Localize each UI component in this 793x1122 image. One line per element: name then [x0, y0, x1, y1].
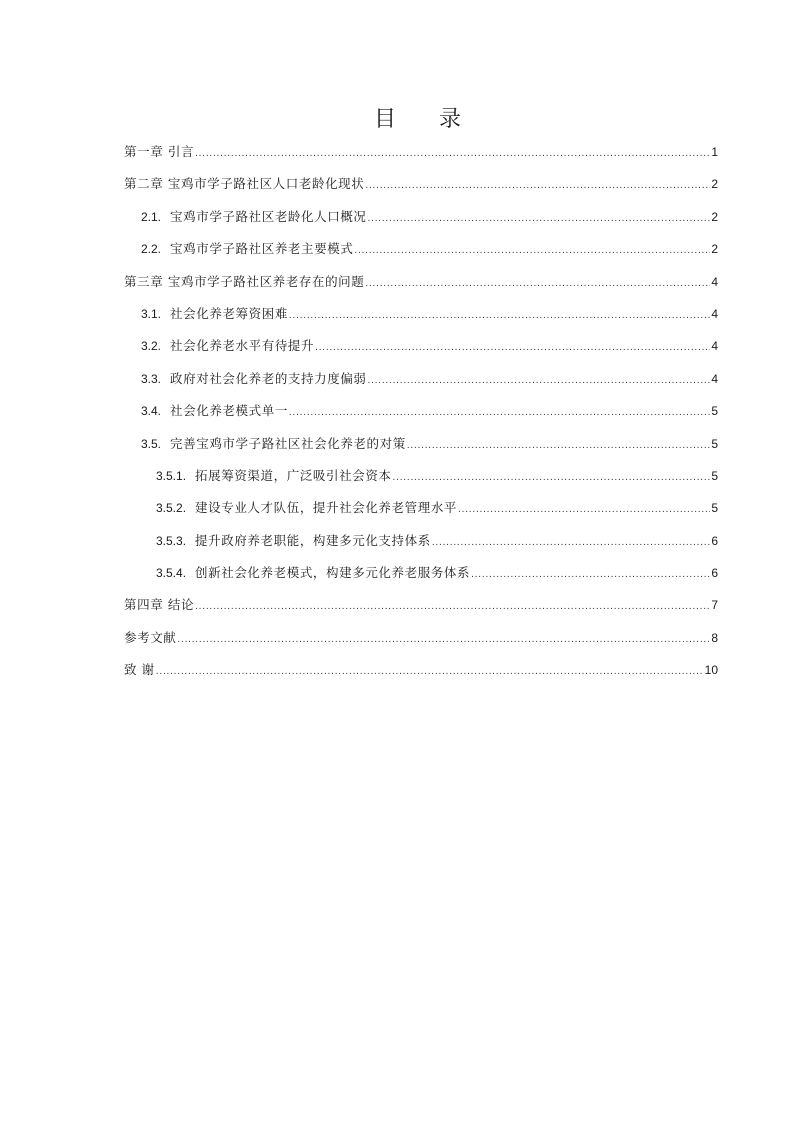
dot-leader: [195, 596, 710, 618]
toc-entry[interactable]: [124, 433, 718, 465]
toc-entry-page: 4: [711, 306, 718, 321]
toc-entry[interactable]: [124, 400, 718, 432]
toc-entry[interactable]: [124, 465, 718, 497]
toc-entry-page: 5: [711, 468, 718, 483]
toc-entry[interactable]: [124, 303, 718, 335]
toc-entry-page: 2: [711, 242, 718, 257]
dot-leader: [195, 143, 710, 165]
toc-entry[interactable]: [124, 562, 718, 594]
toc-entry-page: 4: [711, 371, 718, 386]
toc-entry-page: 10: [704, 663, 718, 678]
toc-entry-label: 社会化养老筹资困难: [170, 305, 288, 321]
toc-entry[interactable]: [124, 497, 718, 529]
toc-entry[interactable]: [124, 271, 718, 303]
dot-leader: [354, 240, 710, 262]
toc-entry-label: 政府对社会化养老的支持力度偏弱: [170, 370, 367, 386]
toc-entry-number: 3.5.1.: [156, 468, 187, 483]
toc-entry-number: 3.3.: [141, 371, 162, 386]
toc-entry-label: 社会化养老水平有待提升: [170, 338, 315, 354]
toc-entry[interactable]: [124, 368, 718, 400]
toc-entry[interactable]: [124, 627, 718, 659]
toc-entry-number: 3.1.: [141, 306, 162, 321]
toc-entry-label: 拓展筹资渠道，广泛吸引社会资本: [195, 467, 392, 483]
toc-entry-label: 第三章 宝鸡市学子路社区养老存在的问题: [124, 273, 365, 289]
toc-title: 目 录: [374, 107, 479, 132]
toc-entry-label: 创新社会化养老模式，构建多元化养老服务体系: [195, 565, 471, 581]
toc-entry-number: 3.5.4.: [156, 566, 187, 581]
toc-entry[interactable]: [124, 141, 718, 173]
dot-leader: [458, 499, 710, 521]
toc-entry-label: 致 谢: [124, 662, 155, 678]
dot-leader: [365, 175, 710, 197]
dot-leader: [393, 467, 711, 489]
toc-entry-label: 参考文献: [124, 629, 177, 645]
toc-entry-number: 3.5.3.: [156, 533, 187, 548]
toc-entry-page: 5: [711, 436, 718, 451]
toc-entry[interactable]: [124, 594, 718, 626]
toc-entry[interactable]: [124, 335, 718, 367]
dot-leader: [156, 661, 704, 683]
dot-leader: [432, 532, 710, 554]
toc-entry-label: 第四章 结论: [124, 597, 195, 613]
toc-entry-page: 7: [711, 598, 718, 613]
dot-leader: [471, 564, 710, 586]
toc-entry[interactable]: [124, 659, 718, 691]
toc-entry-number: 3.5.2.: [156, 501, 187, 516]
toc-entry-page: 5: [711, 501, 718, 516]
dot-leader: [368, 208, 711, 230]
dot-leader: [407, 435, 710, 457]
toc-entry-label: 提升政府养老职能，构建多元化支持体系: [195, 532, 431, 548]
toc-entry-page: 4: [711, 339, 718, 354]
toc-entry[interactable]: [124, 238, 718, 270]
toc-entry-number: 2.1.: [141, 209, 162, 224]
dot-leader: [315, 337, 710, 359]
toc-entry[interactable]: [124, 173, 718, 205]
toc-entry-page: 5: [711, 404, 718, 419]
dot-leader: [368, 370, 711, 392]
dot-leader: [177, 629, 710, 651]
dot-leader: [289, 305, 710, 327]
toc-entry-number: 3.4.: [141, 404, 162, 419]
toc-entry-label: 宝鸡市学子路社区养老主要模式: [170, 241, 354, 257]
toc-entry-page: 1: [711, 145, 718, 159]
toc-entry-label: 宝鸡市学子路社区老龄化人口概况: [170, 208, 367, 224]
toc-entry-page: 2: [711, 209, 718, 224]
toc-list: [124, 141, 718, 692]
toc-entry-page: 8: [711, 630, 718, 645]
toc-entry-label: 建设专业人才队伍，提升社会化养老管理水平: [195, 500, 458, 516]
toc-entry-number: 3.2.: [141, 339, 162, 354]
dot-leader: [365, 273, 710, 295]
toc-entry-label: 完善宝鸡市学子路社区社会化养老的对策: [170, 435, 406, 451]
dot-leader: [289, 402, 710, 424]
toc-entry-label: 社会化养老模式单一: [170, 403, 288, 419]
toc-entry-page: 6: [711, 566, 718, 581]
toc-entry[interactable]: [124, 206, 718, 238]
toc-entry-label: 第一章 引言: [124, 144, 195, 159]
toc-entry-page: 2: [711, 177, 718, 192]
toc-entry-label: 第二章 宝鸡市学子路社区人口老龄化现状: [124, 176, 365, 192]
toc-entry-page: 6: [711, 533, 718, 548]
toc-entry-number: 2.2.: [141, 242, 162, 257]
toc-entry[interactable]: [124, 530, 718, 562]
toc-entry-number: 3.5.: [141, 436, 162, 451]
toc-entry-page: 4: [711, 274, 718, 289]
